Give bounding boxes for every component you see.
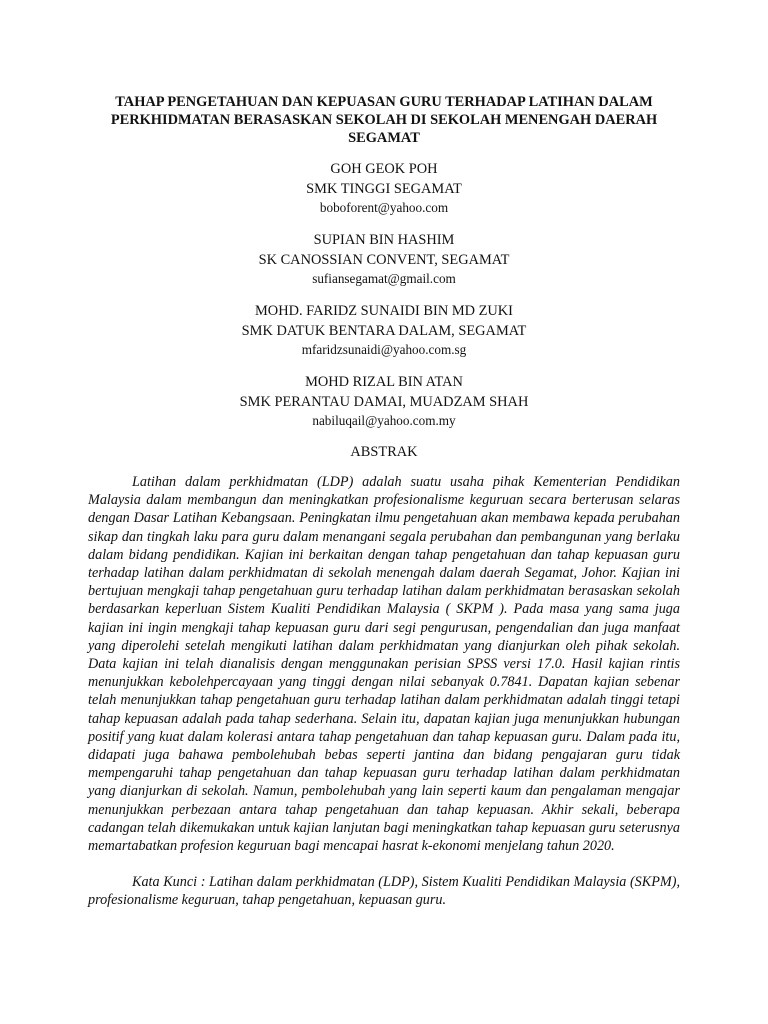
author-affiliation: SMK DATUK BENTARA DALAM, SEGAMAT bbox=[241, 323, 527, 339]
author-affiliation: SK CANOSSIAN CONVENT, SEGAMAT bbox=[258, 252, 510, 268]
title-line: PERKHIDMATAN BERASASKAN SEKOLAH DI SEKOLAH MENENGAH DAERAH bbox=[110, 112, 658, 128]
abstract-heading: ABSTRAK bbox=[350, 444, 418, 460]
author-name: SUPIAN BIN HASHIM bbox=[313, 232, 455, 248]
author-email: nabiluqail@yahoo.com.my bbox=[312, 413, 456, 428]
author-name: MOHD. FARIDZ SUNAIDI BIN MD ZUKI bbox=[255, 303, 513, 319]
author-affiliation: SMK TINGGI SEGAMAT bbox=[306, 181, 462, 197]
author-email: mfaridzsunaidi@yahoo.com.sg bbox=[301, 342, 467, 357]
author-name: GOH GEOK POH bbox=[330, 161, 438, 177]
author-name: MOHD RIZAL BIN ATAN bbox=[305, 374, 463, 390]
title-line: SEGAMAT bbox=[348, 130, 420, 146]
keywords-paragraph: Kata Kunci : Latihan dalam perkhidmatan (LDP), Sistem Kualiti Pendidikan Malaysia (SKPM), profesionalisme keguruan, tahap pengetahuan, kepuasan guru. bbox=[88, 874, 680, 909]
author-email: sufiansegamat@gmail.com bbox=[312, 271, 456, 286]
abstract-paragraph: Latihan dalam perkhidmatan (LDP) adalah suatu usaha pihak Kementerian Pendidikan Malaysia dalam membangun dan meningkatkan profesionalisme keguruan secara berterusan selaras dengan Dasar Latihan Kebangsaan. Peningkatan ilmu pengetahuan akan membawa kepada perubahan sikap dan tingkah laku para guru dalam menangani segala perubahan dan pembangunan yang berlaku dalam bidang pendidikan. Kajian ini berkaitan dengan tahap pengetahuan dan tahap kepuasan guru terhadap latihan dalam perkhidmatan di sekolah menengah dalam daerah Segamat, Johor. Kajian ini bertujuan mengkaji tahap pengetahuan guru terhadap latihan dalam perkhidmatan berasaskan sekolah berdasarkan keperluan Sistem Kualiti Pendidikan Malaysia ( SKPM ). Pada masa yang sama juga kajian ini ingin mengkaji tahap kepuasan guru dari segi pengurusan, pengendalian dan juga manfaat yang diperolehi setelah mengikuti latihan dalam perkhidmatan yang dianjurkan oleh pihak sekolah. Data kajian ini telah dianalisis dengan menggunakan perisian SPSS versi 17.0. Hasil kajian rintis menunjukkan kebolehpercayaan yang tinggi dengan nilai sebanyak 0.7841. Dapatan kajian sebenar telah menunjukkan tahap pengetahuan guru terhadap latihan dalam perkhidmatan adalah tinggi tetapi tahap kepuasan adalah pada tahap sederhana. Selain itu, dapatan kajian juga menunjukkan hubungan positif yang kuat dalam kolerasi antara tahap pengetahuan dan tahap kepuasan guru. Dalam pada itu, didapati juga bahawa pembolehubah bebas seperti jantina dan bidang pengajaran guru tidak mempengaruhi tahap pengetahuan dan tahap kepuasan guru terhadap latihan dalam perkhidmatan yang dianjurkan di sekolah. Namun, pembolehubah yang lain seperti kaum dan pengalaman mengajar menunjukkan perbezaan antara tahap pengetahuan dan tahap kepuasan. Akhir sekali, beberapa cadangan telah dikemukakan untuk kajian lanjutan bagi meningkatkan tahap kepuasan guru seterusnya memartabatkan profesion keguruan bagi mencapai hasrat k-ekonomi menjelang tahun 2020. bbox=[88, 474, 680, 855]
paper-title bbox=[88, 93, 680, 147]
author-block bbox=[88, 372, 680, 430]
title-line: TAHAP PENGETAHUAN DAN KEPUASAN GURU TERHADAP LATIHAN DALAM bbox=[115, 94, 653, 110]
author-email: boboforent@yahoo.com bbox=[319, 200, 449, 215]
author-block bbox=[88, 159, 680, 217]
document-page bbox=[88, 93, 680, 910]
author-block bbox=[88, 230, 680, 288]
author-block bbox=[88, 301, 680, 359]
author-affiliation: SMK PERANTAU DAMAI, MUADZAM SHAH bbox=[239, 394, 529, 410]
